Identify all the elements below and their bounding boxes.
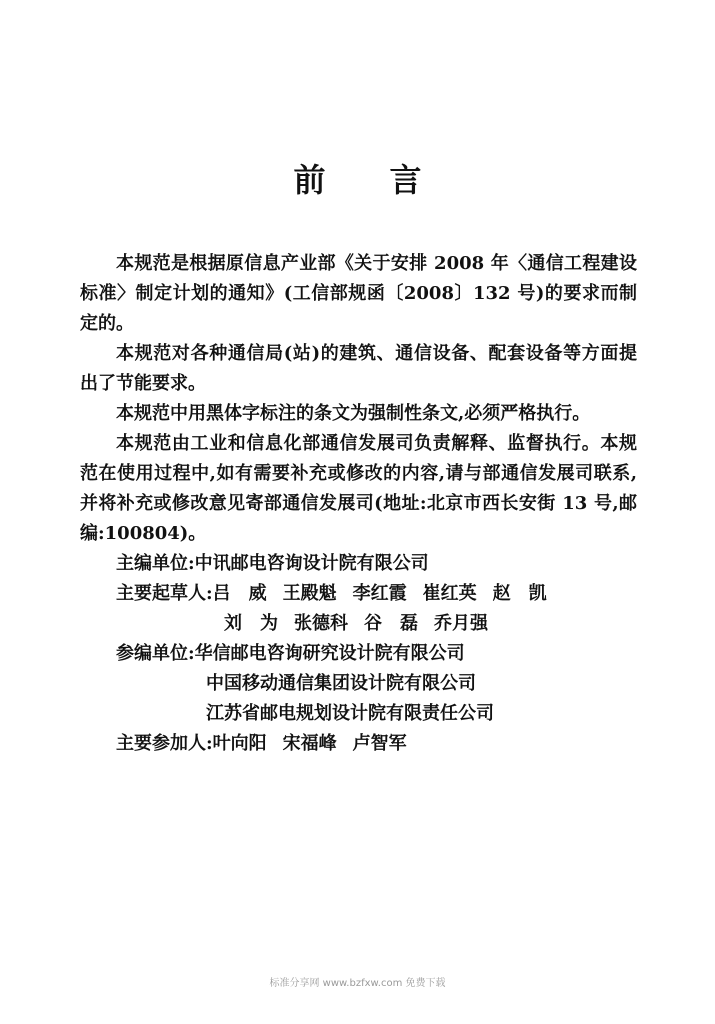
- editor-unit-value: 中讯邮电咨询设计院有限公司: [194, 553, 429, 574]
- participants-row: [80, 729, 637, 759]
- title-char-2: 言: [389, 161, 422, 199]
- drafter-name: 赵 凯: [492, 583, 547, 604]
- page-title: [0, 155, 715, 201]
- participating-unit: 华信邮电咨询研究设计院有限公司: [194, 643, 465, 664]
- participating-units-row-1: [80, 639, 637, 669]
- paragraph-interpretation: 本规范由工业和信息化部通信发展司负责解释、监督执行。本规范在使用过程中,如有需要补充或修改的内容,请与部通信发展司联系,并将补充或修改意见寄部通信发展司(地址:北京市西长安街 13 号,邮编:100804)。: [80, 433, 637, 544]
- drafter-name: 王殿魁: [282, 583, 337, 604]
- drafter-name: 乔月强: [434, 613, 488, 634]
- participating-units-row-3: [80, 699, 637, 729]
- drafter-name: 崔红英: [422, 583, 477, 604]
- preface-body: [80, 249, 637, 759]
- drafter-name: 李红霞: [352, 583, 407, 604]
- participating-units-row-2: [80, 669, 637, 699]
- drafters-row-2: [80, 609, 637, 639]
- participating-unit: 中国移动通信集团设计院有限公司: [206, 673, 476, 694]
- participating-unit: 江苏省邮电规划设计院有限责任公司: [206, 703, 494, 724]
- participants-label: 主要参加人:: [116, 733, 213, 754]
- drafters-label: 主要起草人:: [116, 583, 213, 604]
- drafters-indent: [80, 609, 224, 639]
- paragraph-mandatory: 本规范中用黑体字标注的条文为强制性条文,必须严格执行。: [116, 403, 591, 424]
- editor-unit-label: 主编单位:: [116, 553, 195, 574]
- title-char-1: 前: [293, 161, 326, 199]
- drafter-name: 吕 威: [212, 583, 267, 604]
- paragraph-basis: 本规范是根据原信息产业部《关于安排 2008 年〈通信工程建设标准〉制定计划的通知》(工信部规函〔2008〕132 号)的要求而制定的。: [80, 253, 637, 334]
- drafter-name: 刘 为: [224, 613, 278, 634]
- editor-unit-row: [80, 549, 637, 579]
- participant-name: 卢智军: [352, 733, 407, 754]
- drafter-name: 张德科: [294, 613, 348, 634]
- drafters-row-1: [80, 579, 637, 609]
- participant-name: 叶向阳: [212, 733, 267, 754]
- watermark-footer: 标准分享网 www.bzfxw.com 免费下载: [269, 978, 446, 989]
- drafter-name: 谷 磊: [364, 613, 418, 634]
- participating-units-label: 参编单位:: [116, 643, 195, 664]
- participant-name: 宋福峰: [282, 733, 337, 754]
- paragraph-scope: 本规范对各种通信局(站)的建筑、通信设备、配套设备等方面提出了节能要求。: [80, 343, 637, 394]
